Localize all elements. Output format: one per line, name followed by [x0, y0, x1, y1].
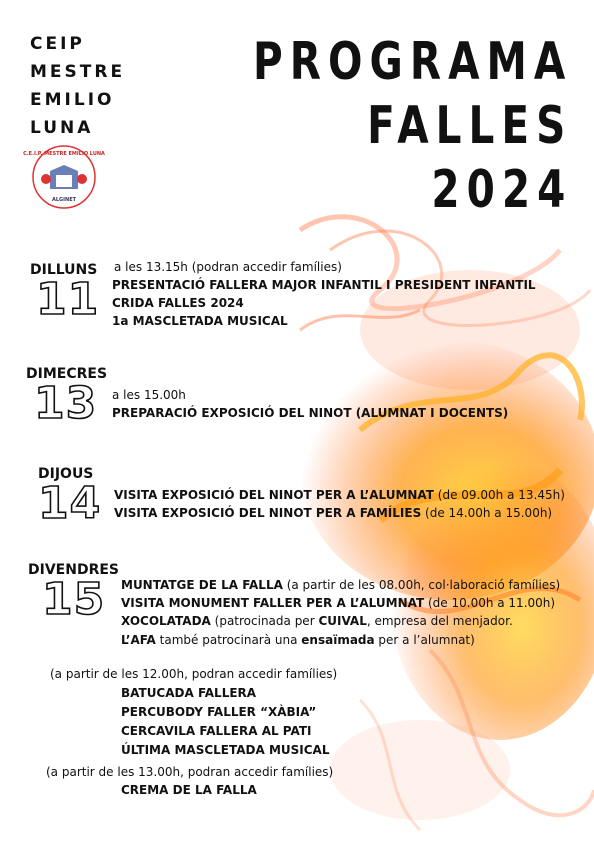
event-line: L’AFA també patrocinarà una ensaïmada per a l’alumnat) — [121, 633, 475, 647]
event-line: PERCUBODY FALLER “XÀBIA” — [121, 705, 317, 719]
event-line: a les 15.00h — [112, 388, 186, 402]
event-line: 1a MASCLETADA MUSICAL — [112, 314, 288, 328]
school-line: EMILIO — [30, 90, 115, 110]
school-line: LUNA — [30, 118, 94, 138]
title-line: PROGRAMA — [252, 32, 572, 92]
day-block-thursday — [38, 466, 102, 529]
school-line: CEIP — [30, 34, 85, 54]
access-note: (a partir de les 13.00h, podran accedir famílies) — [46, 765, 334, 779]
day-number: 14 — [38, 478, 102, 529]
day-name: DIMECRES — [26, 366, 108, 382]
title-line: FALLES — [366, 96, 572, 156]
day-block-friday — [28, 562, 119, 625]
school-name — [30, 30, 125, 142]
event-line: CRIDA FALLES 2024 — [112, 296, 244, 310]
day-number: 13 — [34, 378, 98, 429]
day-name: DILLUNS — [30, 262, 98, 278]
logo-text: C.E.I.P. MESTRE EMILIO LUNA — [23, 151, 105, 157]
event-line: BATUCADA FALLERA — [121, 686, 257, 700]
event-line: XOCOLATADA (patrocinada per CUIVAL, empresa del menjador. — [121, 614, 513, 628]
day-block-monday — [30, 262, 100, 325]
event-line: VISITA EXPOSICIÓ DEL NINOT PER A FAMÍLIES (de 14.00h a 15.00h) — [114, 506, 553, 520]
event-line: VISITA EXPOSICIÓ DEL NINOT PER A L’ALUMNAT (de 09.00h a 13.45h) — [114, 488, 565, 502]
title-line: 2024 — [431, 160, 572, 220]
event-line: CERCAVILA FALLERA AL PATI — [121, 724, 312, 738]
day-name: DIJOUS — [38, 466, 94, 482]
event-line: ÚLTIMA MASCLETADA MUSICAL — [121, 743, 330, 757]
school-line: MESTRE — [30, 62, 126, 82]
day-block-wednesday — [26, 366, 108, 429]
poster-title — [253, 30, 572, 222]
event-line: VISITA MONUMENT FALLER PER A L’ALUMNAT (de 10.00h a 11.00h) — [121, 596, 556, 610]
event-line: CREMA DE LA FALLA — [121, 783, 257, 797]
school-logo — [23, 143, 105, 211]
access-note: (a partir de les 12.00h, podran accedir famílies) — [50, 667, 338, 681]
day-number: 15 — [42, 574, 106, 625]
day-number: 11 — [36, 274, 100, 325]
event-line: MUNTATGE DE LA FALLA (a partir de les 08.00h, col·laboració famílies) — [121, 578, 561, 592]
day-name: DIVENDRES — [28, 562, 119, 578]
event-line: PRESENTACIÓ FALLERA MAJOR INFANTIL I PRESIDENT INFANTIL — [112, 278, 536, 292]
event-line: PREPARACIÓ EXPOSICIÓ DEL NINOT (ALUMNAT I DOCENTS) — [112, 406, 509, 420]
logo-subtext: ALGINET — [51, 197, 77, 203]
event-line: a les 13.15h (podran accedir famílies) — [114, 260, 342, 274]
